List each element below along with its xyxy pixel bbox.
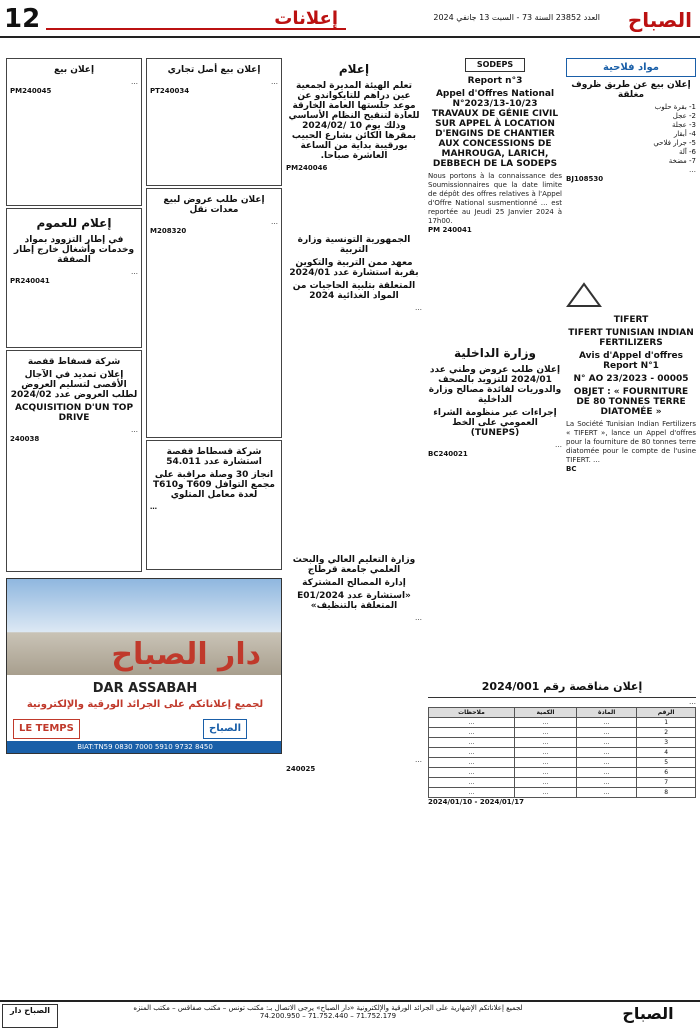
agri-item: 5- جرار فلاحي <box>653 139 696 147</box>
agri-item: 6- آلة <box>678 148 696 156</box>
education-body: … <box>415 304 422 312</box>
agri-ad <box>566 58 696 278</box>
commercial-sale-title: إعلان بيع أصل تجاري <box>167 65 261 75</box>
section-title: إعلانات <box>274 8 338 29</box>
tender-dates: 2024/01/10 - 2024/01/17 <box>428 798 524 806</box>
tifert-logo-icon <box>566 282 602 308</box>
commercial-sale-body: … <box>271 78 278 86</box>
tender-header: ملاحظات <box>429 708 515 718</box>
tifert-objet: OBJET : « FOURNITURE DE 80 TONNES TERRE DIATOMÉE » <box>573 387 689 417</box>
dar-assabah-promo <box>6 578 282 754</box>
gafsa-consult-title: شركة قسطاط قفصة استشارة عدد 54.011 <box>166 447 262 467</box>
gafsa-consult-ad <box>146 440 282 570</box>
table-row <box>429 788 696 798</box>
tifert-avis: Avis d'Appel d'offres Report N°1 <box>578 351 684 371</box>
cell: 8 <box>637 788 696 798</box>
cell: 2 <box>637 728 696 738</box>
promo-slogan: لجميع إعلاناتكم على الجرائد الورقية والإلكترونية <box>26 699 264 710</box>
tender-header: الكمية <box>514 708 576 718</box>
cell: … <box>577 738 637 748</box>
commercial-sale-ref: PT240034 <box>150 87 190 95</box>
sodeps-logo: SODEPS <box>465 58 525 72</box>
agri-item: 1- بقرة حلوب <box>654 103 696 111</box>
cell: … <box>429 758 515 768</box>
tifert-ao: N° AO 23/2023 - 00005 <box>573 374 689 384</box>
commercial-sale-ad <box>146 58 282 186</box>
table-row <box>429 768 696 778</box>
cell: … <box>514 728 576 738</box>
bottom-mid-ad <box>286 756 422 1000</box>
cell: … <box>429 768 515 778</box>
cell: … <box>429 748 515 758</box>
tifert-logo-text: TIFERT <box>613 315 649 325</box>
table-row <box>429 748 696 758</box>
cell: … <box>429 728 515 738</box>
sodeps-ad <box>428 58 562 338</box>
tifert-name: TIFERT TUNISIAN INDIAN FERTILIZERS <box>568 328 694 348</box>
table-row <box>429 758 696 768</box>
cell: … <box>514 788 576 798</box>
cell: … <box>577 728 637 738</box>
gafsa-consult-ref: … <box>150 503 157 511</box>
promo-name-lat: DAR ASSABAH <box>92 681 198 696</box>
gafsa-consult-body: انجاز 30 وصلة مراقبة على مجمع التوافل T609 وT610 لعدة معامل المتلوي <box>153 470 275 500</box>
agri-item: 3- عجلة <box>672 121 696 129</box>
education-ad <box>286 232 422 550</box>
cell: … <box>514 718 576 728</box>
promo-phone: BIAT:TN59 0830 7000 5910 9732 8450 <box>7 741 282 753</box>
footer-phones: 71.752.179 – 71.752.440 – 74.200.950 <box>259 1012 397 1020</box>
tender-title: إعلان مناقصة رقم 2024/001 <box>428 680 696 698</box>
bottom-mid-ref: 240025 <box>286 765 316 773</box>
agri-subtitle: إعلان بيع عن طريق ظروف مغلقة <box>571 80 691 100</box>
masthead-text: الصباح <box>627 8 692 32</box>
higher-education-ad <box>286 552 422 752</box>
agri-item: 2- عجل <box>672 112 696 120</box>
cell: … <box>429 788 515 798</box>
cell: 5 <box>637 758 696 768</box>
tifert-ref: BC <box>566 465 577 473</box>
table-row <box>429 778 696 788</box>
page-footer <box>0 1000 700 1028</box>
higher-ed-subheading: «استشارة عدد 2024/E01 المتعلقة بالتنظيف» <box>297 591 411 611</box>
cell: … <box>577 768 637 778</box>
notice-ref: PM240046 <box>286 164 328 172</box>
notice-title: تعلم الهيئة المديرة لجمعية عين دراهم للتايكواندو عن موعد جلستها العامة الخارقة للعادة لتنقيح النظام الأساسي وذلك يوم 10 /2024/02 بمقرها الكائن بشارع الحبيب بورقيبة بداية من الساعة العاشرة صباحا. <box>288 81 420 161</box>
footer-text <box>60 1004 596 1020</box>
promo-brands <box>13 719 277 741</box>
cell: … <box>577 788 637 798</box>
tender-header: الرقم <box>637 708 696 718</box>
cell: … <box>577 778 637 788</box>
cell: … <box>429 778 515 788</box>
sodeps-report: Report n°3 <box>467 76 523 86</box>
table-row <box>429 728 696 738</box>
cell: … <box>429 738 515 748</box>
higher-ed-body: … <box>415 614 422 622</box>
transport-sale-title: إعلان طلب عروض لبيع معدات نقل <box>163 195 265 215</box>
agri-item: 7- مضخة <box>668 157 696 165</box>
cell: … <box>577 718 637 728</box>
cell: … <box>514 768 576 778</box>
sale-notice-ad <box>6 58 142 206</box>
sodeps-ref: PM 240041 <box>428 226 472 234</box>
phosphate-title: شركة فسفاط قفصة <box>27 357 121 367</box>
assabah-logo-icon <box>604 2 696 36</box>
agri-ref: BJ108530 <box>566 175 604 183</box>
agri-item: 4- أبقار <box>673 130 696 138</box>
cell: … <box>514 738 576 748</box>
tender-ad <box>428 698 696 1000</box>
public-notice-ref: PR240041 <box>10 277 50 285</box>
public-notice-heading: في إطار التزوود بمواد وخدمات وأشغال خارج إطار الصفقة <box>13 235 135 265</box>
agri-body: … <box>689 166 696 174</box>
cell: 3 <box>637 738 696 748</box>
cell: … <box>514 758 576 768</box>
page-number: 12 <box>4 4 41 34</box>
cell: … <box>429 718 515 728</box>
interior-ref: BC240021 <box>428 450 468 458</box>
tender-table <box>428 707 696 798</box>
table-row <box>429 738 696 748</box>
cell: … <box>514 748 576 758</box>
tifert-body: La Société Tunisian Indian Fertilizers « TIFERT », lance un Appel d'offres pour la fourniture de 80 tonnes terre diatomée pour le compte de l'usine TIFERT. … <box>566 420 696 464</box>
transport-sale-ref: M208320 <box>150 227 187 235</box>
brand-letemps: LE TEMPS <box>13 719 80 739</box>
interior-ministry-ad <box>428 342 562 674</box>
interior-body: … <box>555 441 562 449</box>
interior-title: وزارة الداخلية <box>453 346 537 360</box>
phosphate-body: … <box>131 426 138 434</box>
cell: 7 <box>637 778 696 788</box>
phosphate-heading: إعلان تمديد في الآجال الأقصى لتسليم العروض لطلب العروض عدد 2024/02 <box>10 370 138 400</box>
education-subheading: المتعلقة بتلبية الحاجيات من المواد الغذائية 2024 <box>292 281 416 301</box>
public-notice-ad <box>6 208 142 348</box>
public-notice-title: إعلام للعموم <box>36 216 112 230</box>
bottom-mid-body: … <box>415 756 422 764</box>
public-notice-body: … <box>131 268 138 276</box>
sale-notice-ref: PM240045 <box>10 87 52 95</box>
ain-draham-notice <box>286 58 422 230</box>
agri-title: مواد فلاحية <box>566 58 696 77</box>
tender-intro: … <box>689 698 696 706</box>
education-heading: معهد ممن التربية والتكوين بقربة استشارة عدد 2024/01 <box>289 258 419 278</box>
cell: … <box>577 748 637 758</box>
tender-header: المادة <box>577 708 637 718</box>
table-row <box>429 718 696 728</box>
promo-name-ar: دار الصباح <box>111 637 261 672</box>
phosphate-subheading: ACQUISITION D'UN TOP DRIVE <box>14 403 134 423</box>
transport-sale-ad <box>146 188 282 438</box>
sale-notice-body: … <box>131 78 138 86</box>
cell: 4 <box>637 748 696 758</box>
cell: 1 <box>637 718 696 728</box>
page-header <box>0 0 700 38</box>
footer-small-logo: الصباح دار <box>2 1004 58 1028</box>
transport-sale-body: … <box>271 218 278 226</box>
phosphate-ref: 240038 <box>10 435 40 443</box>
sodeps-title: Appel d'Offres National N°2023/13-10/23 TRAVAUX DE GÉNIE CIVIL SUR APPEL À LOCATION D'ENGINS DE CHANTIER AUX CONCESSIONS DE MAHROUGA, LARICH, DEBBECH DE LA SODEPS <box>431 89 559 169</box>
education-title: الجمهورية التونسية وزارة التربية <box>297 235 411 255</box>
cell: … <box>577 758 637 768</box>
cell: … <box>514 778 576 788</box>
interior-heading: إعلان طلب عروض وطني عدد 2024/01 للتزويد بالصحف والدوريات لفائدة مصالح وزارة الداخلية <box>428 365 562 405</box>
interior-subheading: إجراءات عبر منظومة الشراء العمومي على الخط (TUNEPS) <box>433 408 557 438</box>
section-bar <box>46 8 346 30</box>
notice-heading: إعلام <box>338 62 370 76</box>
higher-ed-heading: إدارة المصالح المشتركة <box>302 578 406 588</box>
phosphate-extension-ad <box>6 350 142 572</box>
brand-assabah: الصباح <box>203 719 247 739</box>
footer-logo: الصباح <box>622 1004 674 1023</box>
issue-line: العدد 23852 السنة 73 - السبت 13 جانفي 2024 <box>433 13 600 22</box>
cell: 6 <box>637 768 696 778</box>
sale-notice-title: إعلان بيع <box>53 65 95 75</box>
higher-ed-title: وزارة التعليم العالي والبحث العلمي جامعة قرطاج <box>292 555 416 575</box>
footer-contact: لجميع إعلاناتكم الإشهارية على الجرائد الورقية والإلكترونية «دار الصباح» يرجى الاتصال بـ: مكتب تونس – مكتب صفاقس – مكتب المنزه <box>133 1004 523 1012</box>
sodeps-body: Nous portons à la connaissance des Soumissionnaires que la date limite de dépôt des offres relatives à l'Appel d'Offre National susmentionné … est reportée au Jeudi 25 Janvier 2024 à 17h00. <box>428 172 562 225</box>
tifert-ad <box>566 282 696 674</box>
